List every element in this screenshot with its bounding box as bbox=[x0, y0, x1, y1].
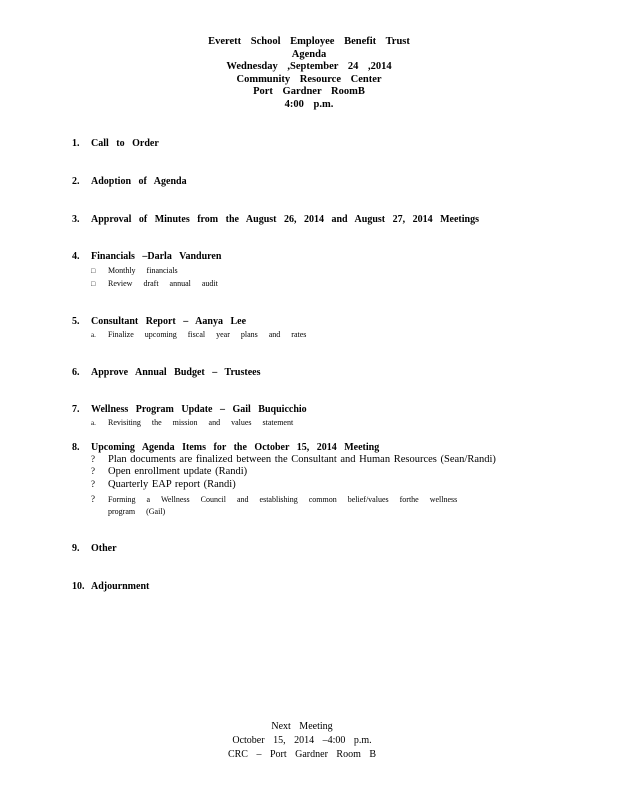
sub-item-text: Open enrollment update (Randi) bbox=[108, 466, 248, 477]
sub-item bbox=[91, 466, 247, 477]
agenda-item-7 bbox=[72, 404, 307, 415]
item-text: Adjournment bbox=[91, 581, 150, 592]
agenda-item-3 bbox=[72, 214, 479, 225]
next-meeting-location: CRC – Port Gardner Room B bbox=[227, 749, 377, 760]
org-title: Everett School Employee Benefit Trust bbox=[208, 36, 410, 47]
doc-title: Agenda bbox=[291, 48, 327, 60]
sub-item bbox=[91, 418, 293, 427]
sub-item bbox=[91, 454, 496, 465]
meeting-date: Wednesday ,September 24 ,2014 bbox=[226, 61, 392, 72]
item-text: Upcoming Agenda Items for the October 15, 2014 Meeting bbox=[91, 442, 380, 453]
item-text: Adoption of Agenda bbox=[91, 176, 187, 187]
sub-item-text: Plan documents are finalized between the Consultant and Human Resources (Sean/Randi) bbox=[108, 454, 496, 465]
agenda-item-10 bbox=[72, 581, 149, 592]
item-text: Approval of Minutes from the August 26, 2014 and August 27, 2014 Meetings bbox=[91, 214, 479, 225]
item-text: Other bbox=[91, 543, 117, 554]
sub-item-text: Revisiting the mission and values statement bbox=[108, 418, 294, 427]
sub-item-mark: ? bbox=[91, 479, 95, 489]
agenda-item-8 bbox=[72, 442, 379, 453]
item-number: 9. bbox=[72, 543, 80, 554]
sub-item-text: Review draft annual audit bbox=[108, 279, 218, 288]
sub-item-mark: ? bbox=[91, 494, 95, 504]
item-number: 4. bbox=[72, 251, 80, 262]
agenda-item-5 bbox=[72, 316, 246, 327]
sub-item bbox=[91, 266, 178, 275]
item-text: Approve Annual Budget – Trustees bbox=[91, 367, 261, 378]
next-meeting-block bbox=[0, 720, 604, 762]
item-number: 10. bbox=[72, 581, 85, 592]
bullet-box-icon: □ bbox=[91, 267, 96, 275]
agenda-header bbox=[0, 36, 618, 111]
agenda-item-9 bbox=[72, 543, 117, 554]
agenda-item-2 bbox=[72, 176, 187, 187]
sub-item bbox=[91, 279, 218, 288]
item-number: 6. bbox=[72, 367, 80, 378]
sub-item-letter: a. bbox=[91, 419, 96, 427]
item-number: 1. bbox=[72, 138, 80, 149]
item-text: Consultant Report – Aanya Lee bbox=[91, 316, 247, 327]
agenda-item-1 bbox=[72, 138, 159, 149]
meeting-venue: Community Resource Center bbox=[236, 73, 382, 85]
item-number: 5. bbox=[72, 316, 80, 327]
bullet-box-icon: □ bbox=[91, 280, 96, 288]
item-text: Wellness Program Update – Gail Buquicchio bbox=[91, 404, 307, 415]
sub-item-text: Quarterly EAP report (Randi) bbox=[108, 479, 236, 490]
item-text: Financials –Darla Vanduren bbox=[91, 251, 222, 262]
sub-item-mark: ? bbox=[91, 454, 95, 464]
sub-item-text: Finalize upcoming fiscal year plans and rates bbox=[108, 330, 307, 339]
sub-item bbox=[91, 494, 457, 504]
item-number: 2. bbox=[72, 176, 80, 187]
sub-item-mark: ? bbox=[91, 466, 95, 476]
sub-item bbox=[91, 330, 306, 339]
sub-item-text: Monthly financials bbox=[108, 266, 178, 275]
sub-item bbox=[91, 479, 236, 490]
item-number: 3. bbox=[72, 214, 80, 225]
sub-item-text: Forming a Wellness Council and establishing common belief/values forthe wellness bbox=[108, 495, 458, 504]
meeting-room: Port Gardner RoomB bbox=[253, 86, 365, 97]
next-meeting-date: October 15, 2014 –4:00 p.m. bbox=[232, 735, 372, 746]
next-meeting-label: Next Meeting bbox=[271, 721, 333, 732]
sub-item-letter: a. bbox=[91, 331, 96, 339]
item-number: 8. bbox=[72, 442, 80, 453]
item-text: Call to Order bbox=[91, 138, 159, 149]
sub-item-continuation: program (Gail) bbox=[108, 507, 166, 516]
item-number: 7. bbox=[72, 404, 80, 415]
meeting-time: 4:00 p.m. bbox=[284, 98, 334, 110]
agenda-item-4 bbox=[72, 251, 221, 262]
agenda-item-6 bbox=[72, 367, 260, 378]
